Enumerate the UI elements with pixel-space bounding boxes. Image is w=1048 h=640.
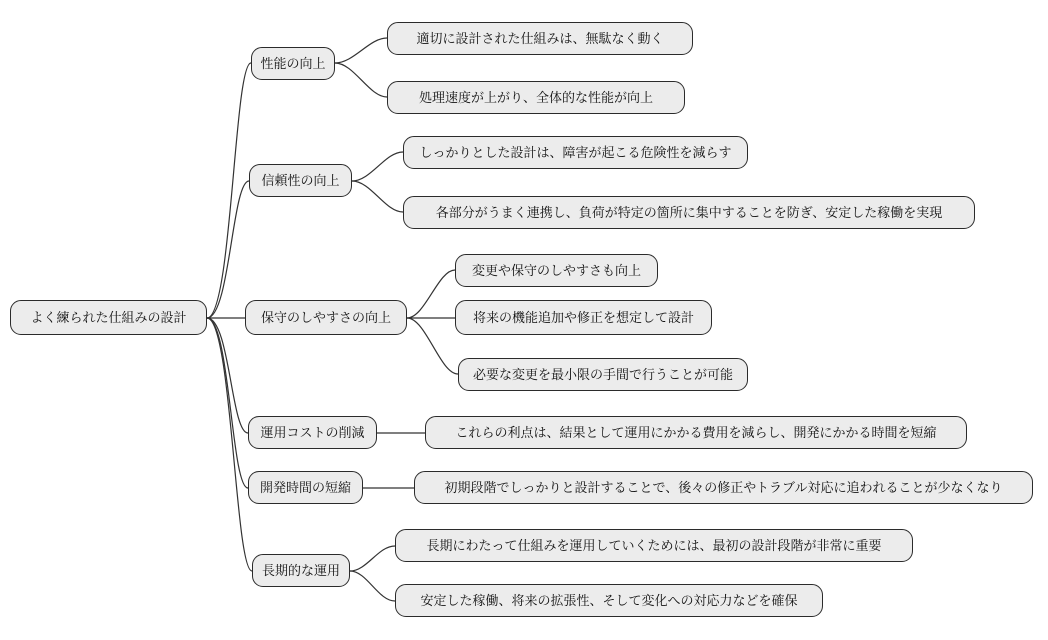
leaf-node: しっかりとした設計は、障害が起こる危険性を減らす bbox=[403, 136, 748, 169]
branch-node-reliability: 信頼性の向上 bbox=[249, 164, 352, 197]
leaf-node: 将来の機能追加や修正を想定して設計 bbox=[455, 300, 712, 335]
edge-root-to-branch-1 bbox=[207, 181, 249, 318]
edge-branch-5-leaf-1 bbox=[350, 571, 395, 601]
leaf-node: 各部分がうまく連携し、負荷が特定の箇所に集中することを防ぎ、安定した稼働を実現 bbox=[403, 196, 975, 229]
leaf-node: これらの利点は、結果として運用にかかる費用を減らし、開発にかかる時間を短縮 bbox=[425, 416, 967, 449]
branch-node-dev-time: 開発時間の短縮 bbox=[248, 471, 363, 504]
leaf-node: 長期にわたって仕組みを運用していくためには、最初の設計段階が非常に重要 bbox=[395, 529, 913, 562]
branch-node-long-term: 長期的な運用 bbox=[252, 554, 350, 587]
leaf-node: 安定した稼働、将来の拡張性、そして変化への対応力などを確保 bbox=[395, 584, 823, 617]
leaf-node: 初期段階でしっかりと設計することで、後々の修正やトラブル対応に追われることが少なくなり bbox=[414, 471, 1033, 504]
leaf-node: 処理速度が上がり、全体的な性能が向上 bbox=[387, 81, 685, 114]
edge-root-to-branch-3 bbox=[207, 318, 248, 433]
branch-node-performance: 性能の向上 bbox=[251, 47, 335, 80]
edge-branch-0-leaf-0 bbox=[335, 38, 387, 63]
edge-root-to-branch-0 bbox=[207, 63, 251, 318]
edge-branch-2-leaf-2 bbox=[407, 318, 458, 374]
edge-root-to-branch-4 bbox=[207, 318, 248, 488]
leaf-node: 適切に設計された仕組みは、無駄なく動く bbox=[387, 22, 693, 55]
leaf-node: 必要な変更を最小限の手間で行うことが可能 bbox=[458, 358, 748, 391]
edge-branch-5-leaf-0 bbox=[350, 546, 395, 571]
branch-node-maintainability: 保守のしやすさの向上 bbox=[245, 300, 407, 335]
branch-node-operating-cost: 運用コストの削減 bbox=[248, 416, 377, 449]
root-node: よく練られた仕組みの設計 bbox=[10, 300, 207, 335]
edge-root-to-branch-5 bbox=[207, 318, 252, 571]
edge-branch-1-leaf-0 bbox=[352, 152, 403, 181]
edge-branch-1-leaf-1 bbox=[352, 181, 403, 212]
edge-branch-2-leaf-0 bbox=[407, 270, 455, 318]
leaf-node: 変更や保守のしやすさも向上 bbox=[455, 254, 658, 287]
edge-branch-0-leaf-1 bbox=[335, 63, 387, 97]
